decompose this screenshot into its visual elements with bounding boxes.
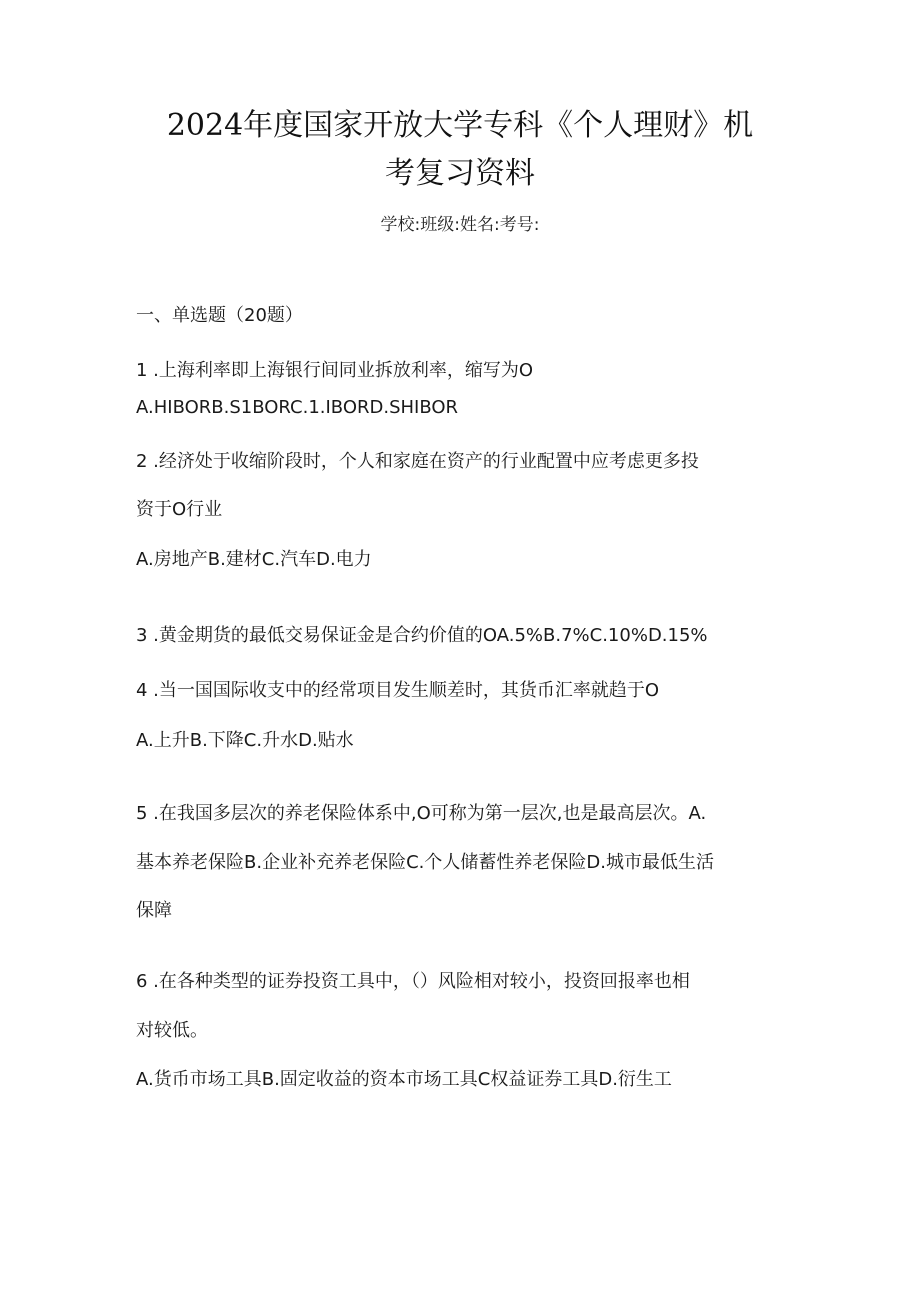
question-5-stem-cont: 基本养老保险B.企业补充养老保险C.个人储蓄性养老保险D.城市最低生活 xyxy=(136,852,714,873)
document-title-line-1: 2024年度国家开放大学专科《个人理财》机 xyxy=(166,108,754,143)
question-4-stem: 4 .当一国国际收支中的经常项目发生顺差时，其货币汇率就趋于O xyxy=(136,680,660,701)
document-title-line-2: 考复习资料 xyxy=(385,156,535,191)
question-6-stem: 6 .在各种类型的证券投资工具中，（）风险相对较小，投资回报率也相 xyxy=(136,971,690,992)
question-1-stem: 1 .上海利率即上海银行间同业拆放利率，缩写为O xyxy=(136,360,534,381)
question-2-options: A.房地产B.建材C.汽车D.电力 xyxy=(136,549,372,570)
question-3-stem: 3 .黄金期货的最低交易保证金是合约价值的OA.5%B.7%C.10%D.15% xyxy=(136,625,708,646)
question-4-options: A.上升B.下降C.升水D.贴水 xyxy=(136,730,354,751)
section-heading: 一、单选题（20题） xyxy=(136,305,303,326)
question-6-options: A.货币市场工具B.固定收益的资本市场工具C权益证券工具D.衍生工 xyxy=(136,1069,672,1090)
question-2-stem-cont: 资于O行业 xyxy=(136,499,223,520)
student-info-line: 学校:班级:姓名:考号: xyxy=(380,215,540,235)
question-1-options: A.HIBORB.S1BORC.1.IBORD.SHIBOR xyxy=(136,397,459,418)
question-5-stem: 5 .在我国多层次的养老保险体系中,O可称为第一层次,也是最高层次。A. xyxy=(136,803,707,824)
question-6-stem-cont: 对较低。 xyxy=(136,1020,208,1041)
question-2-stem: 2 .经济处于收缩阶段时，个人和家庭在资产的行业配置中应考虑更多投 xyxy=(136,451,699,472)
question-5-stem-end: 保障 xyxy=(136,900,172,921)
